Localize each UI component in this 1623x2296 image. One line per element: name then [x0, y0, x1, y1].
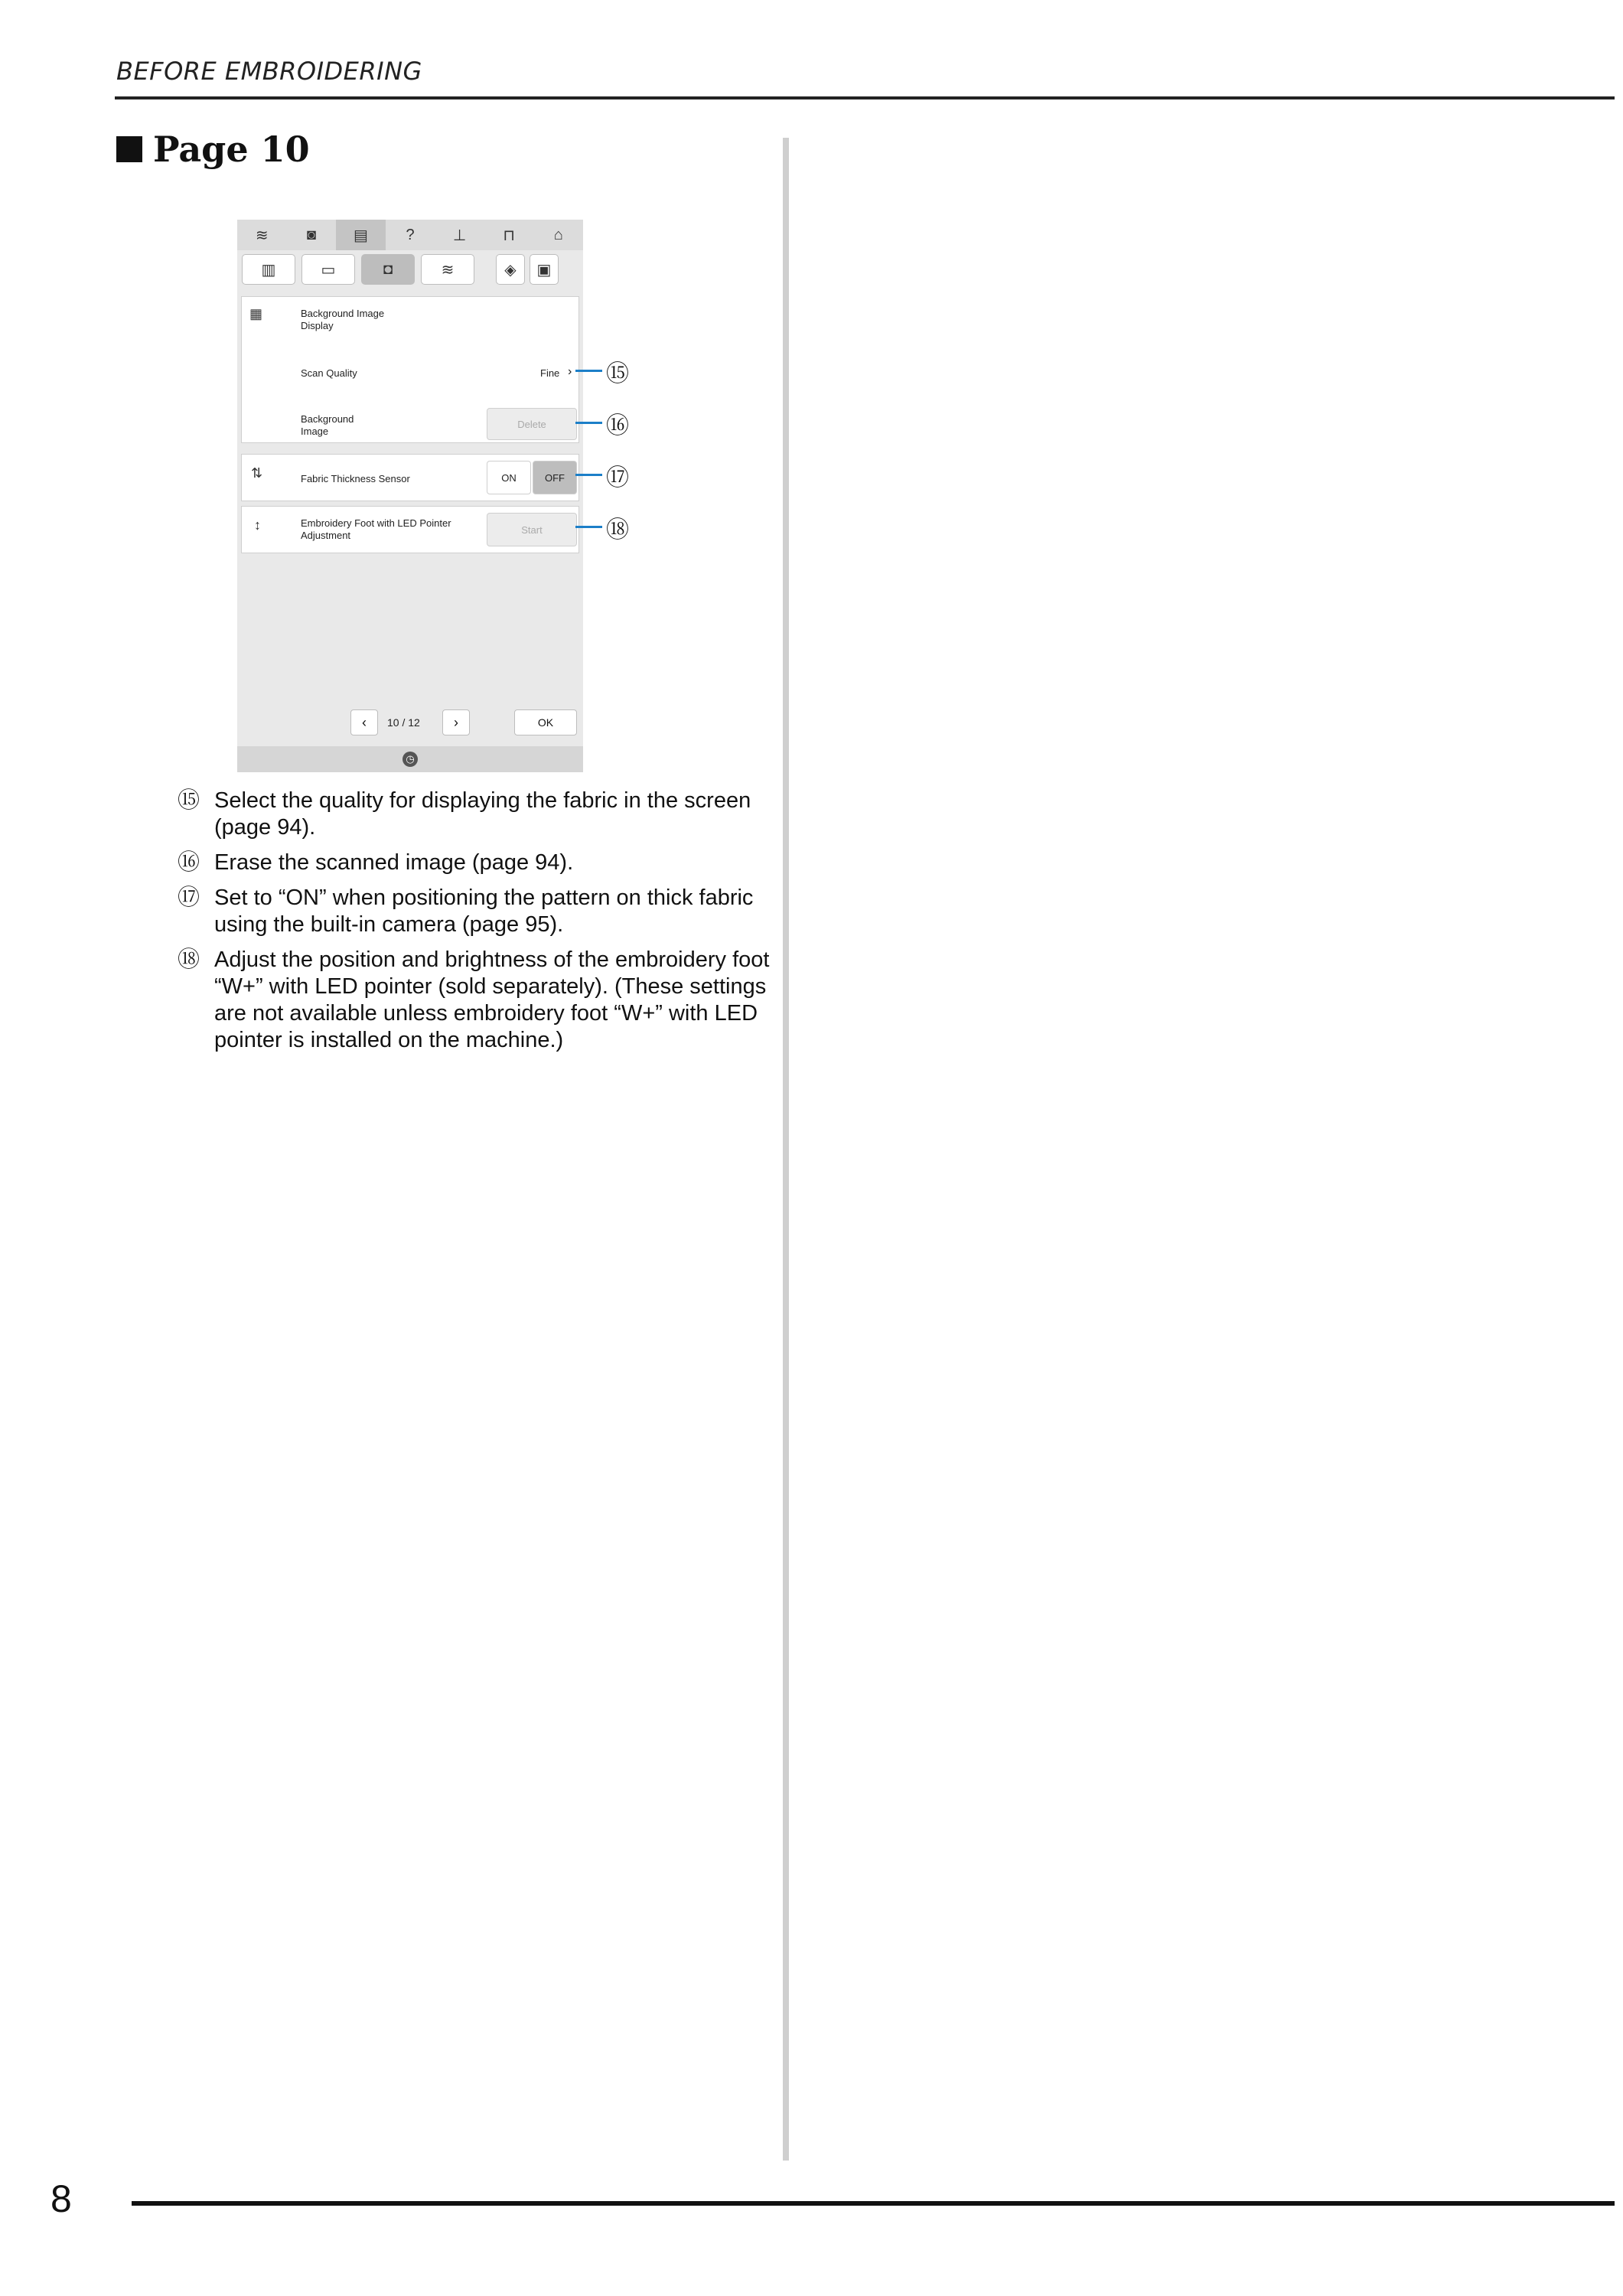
- start-button[interactable]: Start: [487, 513, 577, 546]
- callout-line-15: [575, 370, 602, 372]
- embroidery-icon[interactable]: ⊥: [452, 227, 467, 244]
- guide-icon[interactable]: ▥: [242, 254, 295, 285]
- header-rule: [115, 96, 1615, 99]
- callout-16: ⑯: [606, 413, 629, 439]
- callout-line-18: [575, 526, 602, 528]
- frame-icon[interactable]: ▣: [530, 254, 559, 285]
- home-icon[interactable]: ⌂: [553, 226, 563, 243]
- off-button[interactable]: OFF: [533, 461, 577, 494]
- chevron-right-icon[interactable]: ›: [568, 365, 572, 378]
- square-bullet-icon: [116, 136, 142, 162]
- chevron-right-icon: ›: [454, 714, 458, 730]
- background-image-icon: ▦: [249, 306, 263, 321]
- wifi-icon[interactable]: ≋: [421, 254, 474, 285]
- note-15: [178, 788, 767, 843]
- note-16: [178, 850, 767, 877]
- section-title: [116, 129, 310, 170]
- callout-line-16: [575, 422, 602, 424]
- status-bar: [237, 746, 583, 772]
- callout-15: ⑮: [606, 361, 629, 386]
- embroidery-foot-label: Embroidery Foot with LED Pointer Adjustment: [301, 517, 451, 541]
- running-head: BEFORE EMBROIDERING: [116, 57, 422, 86]
- on-button[interactable]: ON: [487, 461, 531, 494]
- column-divider: [783, 138, 789, 2161]
- callout-18: ⑱: [606, 517, 629, 543]
- note-18: [178, 947, 770, 1084]
- camera-icon[interactable]: ◙: [306, 226, 316, 243]
- callout-17: ⑰: [606, 465, 629, 491]
- page-number: 8: [51, 2177, 72, 2220]
- prev-page-button[interactable]: [350, 709, 378, 735]
- note-text: Set to “ON” when positioning the pattern on thick fabric using the built-in camera (page 95).: [214, 885, 754, 937]
- thickness-icon: ⇅: [251, 465, 263, 481]
- help-icon[interactable]: ?: [406, 226, 415, 243]
- scan-quality-value[interactable]: Fine: [540, 367, 560, 379]
- sub-tab-bar: [237, 250, 583, 289]
- page-indicator: [387, 716, 420, 729]
- fabric-thickness-label: Fabric Thickness Sensor: [301, 473, 410, 484]
- led-pointer-icon: ↕: [254, 517, 261, 533]
- edit-icon[interactable]: ◈: [496, 254, 525, 285]
- current-page: 10: [387, 716, 399, 729]
- background-image-row-label: Background Image: [301, 413, 354, 437]
- fabric-thickness-panel: [241, 454, 579, 501]
- pager: [237, 709, 583, 749]
- chevron-left-icon: ‹: [362, 714, 367, 730]
- footer-rule: [132, 2201, 1615, 2206]
- next-page-button[interactable]: [442, 709, 470, 735]
- delete-button[interactable]: Delete: [487, 408, 577, 440]
- callout-line-17: [575, 474, 602, 476]
- note-text: Select the quality for displaying the fabric in the screen (page 94).: [214, 788, 751, 840]
- document-icon[interactable]: ▤: [336, 220, 386, 250]
- note-number: ⑰: [178, 885, 200, 910]
- note-number: ⑮: [178, 788, 200, 813]
- background-image-label: Background Image Display: [301, 308, 385, 331]
- wifi-icon[interactable]: ≋: [255, 227, 269, 244]
- top-tab-bar: [237, 220, 583, 250]
- embroidery-foot-panel: [241, 506, 579, 553]
- lock-icon[interactable]: ⊓: [503, 227, 515, 244]
- note-text: Adjust the position and brightness of the embroidery foot “W+” with LED pointer (sold separately). (These settings are not available unless embroidery foot “W+” with LED pointer is installed on the machine.): [214, 947, 770, 1052]
- machine-icon[interactable]: ▭: [301, 254, 355, 285]
- note-17: [178, 885, 767, 940]
- camera-settings-icon[interactable]: ◘: [361, 254, 415, 285]
- note-number: ⑯: [178, 850, 200, 875]
- ok-button[interactable]: OK: [514, 709, 577, 735]
- section-title-text: Page 10: [153, 129, 310, 170]
- clock-icon[interactable]: ◷: [402, 752, 418, 767]
- page-separator: /: [402, 716, 406, 729]
- settings-screen: [237, 220, 583, 772]
- background-image-panel: [241, 296, 579, 443]
- scan-quality-label: Scan Quality: [301, 367, 357, 379]
- note-text: Erase the scanned image (page 94).: [214, 850, 574, 875]
- total-pages: 12: [408, 716, 420, 729]
- note-number: ⑱: [178, 947, 200, 972]
